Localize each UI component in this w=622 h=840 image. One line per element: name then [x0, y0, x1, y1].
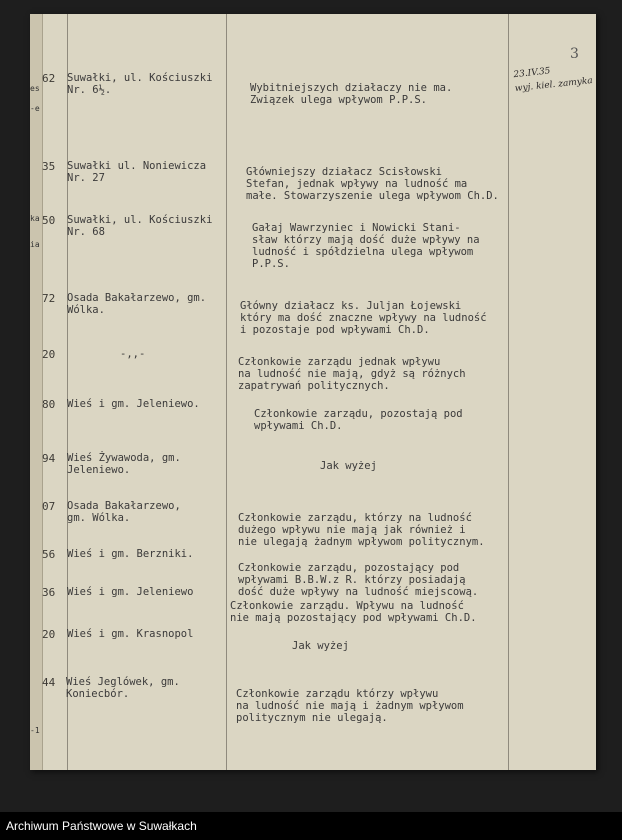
row-number: 80 — [42, 398, 56, 411]
row-place: Suwałki, ul. Kościuszki Nr. 6½. — [67, 72, 213, 96]
row-place: Wieś Jeglówek, gm. Koniecbór. — [66, 676, 180, 700]
row-remark: Członkowie zarządu jednak wpływu na ludność nie mają, gdyż są różnych zapatrywań politycznych. — [238, 356, 466, 392]
row-number: 44 — [42, 676, 56, 689]
row-place: Suwałki, ul. Kościuszki Nr. 68 — [67, 214, 213, 238]
row-number: 36 — [42, 586, 56, 599]
row-remark: Gałaj Wawrzyniec i Nowicki Stani- sław którzy mają dość duże wpływy na ludność i spółdzielna ulega wpływom P.P.S. — [252, 222, 480, 270]
row-remark: Jak wyżej — [320, 460, 377, 472]
row-place: Osada Bakałarzewo, gm. Wólka. — [67, 500, 181, 524]
archive-name: Archiwum Państwowe w Suwałkach — [6, 819, 197, 833]
column-rule-remarks — [508, 14, 509, 770]
row-place: Wieś i gm. Jeleniewo — [67, 586, 194, 598]
row-number: 72 — [42, 292, 56, 305]
column-rule-number — [67, 14, 68, 770]
archive-footer — [0, 812, 622, 840]
row-remark: Członkowie zarządu, pozostający pod wpływami B.B.W.z R. którzy posiadają dość duże wpływy na ludność miejscową. — [238, 562, 479, 598]
row-remark: Członkowie zarządu, którzy na ludność dużego wpływu nie mają jak również i nie ulegają żadnym wpływom politycznym. — [238, 512, 485, 548]
row-place: Wieś i gm. Jeleniewo. — [67, 398, 200, 410]
page-number-mark: 3 — [570, 46, 579, 62]
handwritten-corner-note: 23.IV.35 wyj. kiel. zamyka — [512, 66, 594, 95]
row-remark: Wybitniejszych działaczy nie ma. Związek ulega wpływom P.P.S. — [250, 82, 453, 106]
row-remark: Główny działacz ks. Juljan Łojewski który ma dość znaczne wpływy na ludność i pozostaje pod wpływami Ch.D. — [240, 300, 487, 336]
margin-fragment: es — [30, 84, 40, 93]
row-number: 07 — [42, 500, 56, 513]
row-remark: Jak wyżej — [292, 640, 349, 652]
margin-fragment: ia — [30, 240, 40, 249]
margin-fragment: ka — [30, 214, 40, 223]
row-number: 20 — [42, 348, 56, 361]
row-remark: Członkowie zarządu którzy wpływu na ludność nie mają i żadnym wpływom politycznym nie ulegają. — [236, 688, 464, 724]
row-number: 50 — [42, 214, 56, 227]
row-remark: Główniejszy działacz Scisłowski Stefan, jednak wpływy na ludność ma małe. Stowarzyszenie ulega wpływom Ch.D. — [246, 166, 499, 202]
row-place: Wieś i gm. Krasnopol — [67, 628, 194, 640]
row-number: 20 — [42, 628, 56, 641]
margin-fragment: -1 — [30, 726, 40, 735]
row-number: 56 — [42, 548, 56, 561]
document-page — [30, 14, 596, 770]
row-remark: Członkowie zarządu. Wpływu na ludność nie mają pozostający pod wpływami Ch.D. — [230, 600, 477, 624]
row-place: Suwałki ul. Noniewicza Nr. 27 — [67, 160, 207, 184]
row-remark: Członkowie zarządu, pozostają pod wpływami Ch.D. — [254, 408, 463, 432]
row-place: Wieś i gm. Berzniki. — [67, 548, 194, 560]
row-number: 62 — [42, 72, 56, 85]
row-number: 94 — [42, 452, 56, 465]
row-place: Osada Bakałarzewo, gm. Wólka. — [67, 292, 207, 316]
margin-fragment: -e — [30, 104, 40, 113]
folded-margin-strip — [30, 14, 43, 770]
column-rule-place — [226, 14, 227, 770]
row-place: Wieś Żywawoda, gm. Jeleniewo. — [67, 452, 181, 476]
row-number: 35 — [42, 160, 56, 173]
row-place: -,,- — [120, 348, 146, 360]
